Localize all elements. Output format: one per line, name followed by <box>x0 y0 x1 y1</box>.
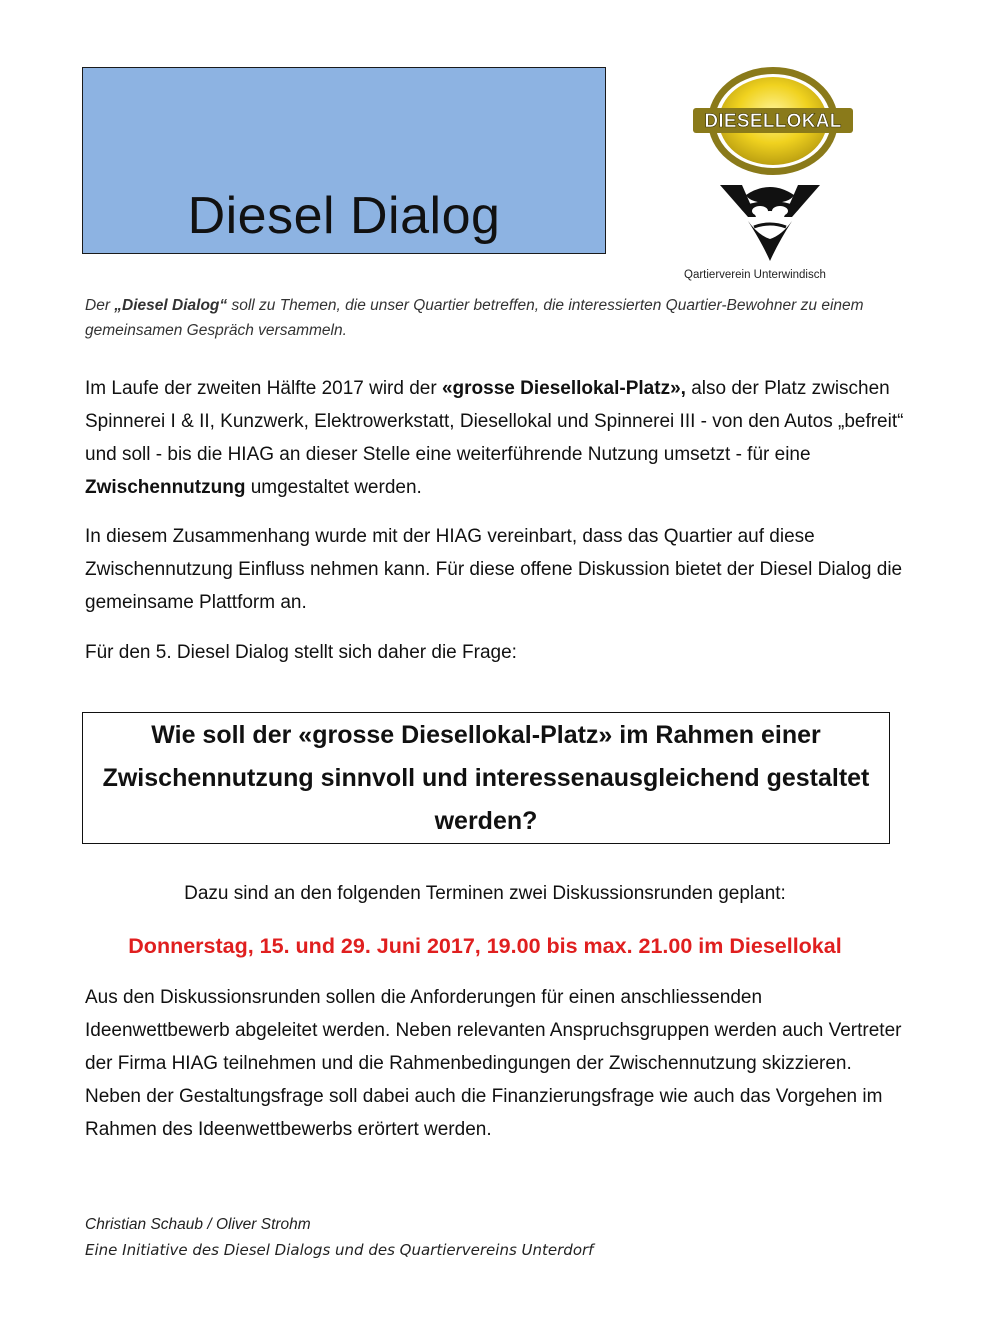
p1-part2: also der Platz zwischen Spinnerei I & II, Kunzwerk, Elektrowerkstatt, Diesellokal und Spinnerei III - von den Autos „befreit“ und soll - bis die HIAG an dieser Stelle eine weiterführende Nutzung umsetzt - für eine <box>85 378 904 465</box>
page-title: Diesel Dialog <box>187 187 501 245</box>
p1-bold1: «grosse Diesellokal-Platz», <box>441 378 686 399</box>
title-box <box>82 67 606 254</box>
p1-part1: Im Laufe der zweiten Hälfte 2017 wird der <box>85 378 442 399</box>
quartierverein-logo <box>718 181 822 263</box>
intro-suffix: soll zu Themen, die unser Quartier betreffen, die interessierten Quartier-Bewohner zu einem gemeinsamen Gespräch versammeln. <box>85 297 864 339</box>
diesellokal-logo <box>693 65 853 177</box>
intro-text <box>85 293 885 343</box>
intro-name: „Diesel Dialog“ <box>114 297 228 314</box>
diesellokal-logo-text: DIESELLOKAL <box>704 111 842 132</box>
schedule-intro: Dazu sind an den folgenden Terminen zwei Diskussionsrunden geplant: <box>184 883 786 904</box>
p1-bold2: Zwischennutzung <box>85 477 246 498</box>
question-text: Wie soll der «grosse Diesellokal-Platz» im Rahmen einer Zwischennutzung sinnvoll und interessenausgleichend gestaltet werden? <box>102 720 870 835</box>
intro-prefix: Der <box>85 297 115 314</box>
paragraph-1 <box>85 372 905 504</box>
authors: Christian Schaub / Oliver Strohm <box>85 1216 311 1233</box>
paragraph-4: Aus den Diskussionsrunden sollen die Anforderungen für einen anschliessenden Ideenwettbewerb abgeleitet werden. Neben relevanten Anspruchsgruppen werden auch Vertreter der Firma HIAG teilnehmen und die Rahmenbedingungen der Zwischennutzung skizzieren. Neben der Gestaltungsfrage soll dabei auch die Finanzierungsfrage wie auch das Vorgehen im Rahmen des Ideenwettbewerbs erörtert werden. <box>85 987 902 1140</box>
event-dates: Donnerstag, 15. und 29. Juni 2017, 19.00 bis max. 21.00 im Diesellokal <box>128 934 842 958</box>
paragraph-2: In diesem Zusammenhang wurde mit der HIAG vereinbart, dass das Quartier auf diese Zwischennutzung Einfluss nehmen kann. Für diese offene Diskussion bietet der Diesel Dialog die gemeinsame Plattform an. <box>85 526 903 613</box>
initiative-note: Eine Initiative des Diesel Dialogs und des Quartiervereins Unterdorf <box>85 1241 594 1259</box>
question-box <box>82 712 890 844</box>
paragraph-3: Für den 5. Diesel Dialog stellt sich daher die Frage: <box>85 642 517 663</box>
quartierverein-caption: Qartierverein Unterwindisch <box>684 269 826 281</box>
p1-part3: umgestaltet werden. <box>245 477 422 498</box>
